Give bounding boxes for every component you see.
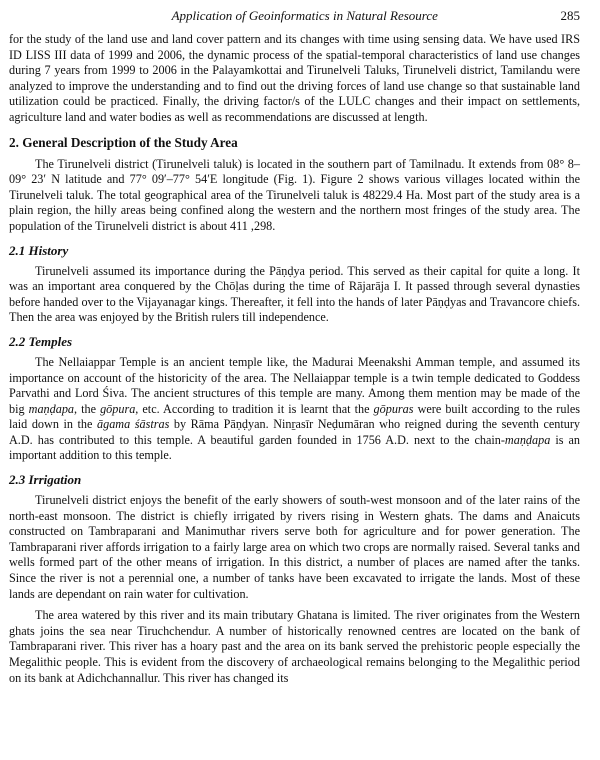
intro-paragraph: for the study of the land use and land cover pattern and its changes with time using sensing data. We have used IRS ID LISS III data of 1999 and 2006, the dynamic process of the spatial-temporal characteristics of land use changes during 7 years from 1999 to 2006 in the Palayamkottai and Tirunelveli Taluks, Tirunelveli district, Tamilandu were analyzed to improve the understanding and to find out the driving forces of land use change so that sustainable land utilization could be practiced. Finally, the driving factor/s of the LULC changes and their impact on settlements, agriculture land and water bodies as well as recommendations are discussed at length.	[9, 32, 580, 124]
subsection-heading-irrigation: 2.3 Irrigation	[9, 472, 82, 488]
subsection-heading-history: 2.1 History	[9, 242, 69, 258]
temples-text-5: by Rāma Pāṇḍyan. Ninṟasīr Neḍumāran who reigned during the seventh century A.D. has contributed to this temple. A beautiful garden founded in 1756 A.D. next to the chain-	[9, 417, 581, 447]
running-title: Application of Geoinformatics in Natural Resource	[171, 8, 438, 23]
temples-term-gopuras: gōpuras	[373, 401, 414, 416]
temples-term-agama-sastras: āgama śāstras	[97, 417, 170, 432]
page-number: 285	[560, 8, 580, 23]
temples-term-chain-mandapa: maṇḍapa	[504, 432, 551, 447]
page-header	[9, 8, 580, 32]
section-heading-study-area: 2. General Description of the Study Area	[9, 134, 238, 150]
temples-paragraph	[9, 355, 580, 464]
subsection-heading-temples: 2.2 Temples	[9, 333, 73, 349]
temples-term-gopura: gōpura	[100, 401, 136, 416]
temples-text-3: , etc. According to tradition it is learnt that the	[135, 401, 374, 416]
temples-text-4: were built according to the rules laid down in the	[9, 401, 581, 432]
study-area-paragraph: The Tirunelveli district (Tirunelveli taluk) is located in the southern part of Tamilnadu. It extends from 08° 8–09° 23′ N latitude and 77° 09′–77° 54′E longitude (Fig. 1). Figure 2 shows various villages located within the Tirunelveli taluk. The total geographical area of the Tirunelveli taluk is 48229.4 Ha. Most part of the study area is a plain region, the hilly areas being confined along the western and the northern most fringes of the study area. The population of the Tirunelveli district is about 411 ,298.	[9, 156, 580, 233]
irrigation-paragraph-1: Tirunelveli district enjoys the benefit of the early showers of south-west monsoon and of the later rains of the north-east monsoon. The district is chiefly irrigated by rivers rising in Western ghats. The dams and Anaicuts constructed on Tambraparani and Manimuthar rivers serve both for agriculture and for power generation. The Tambraparani river affords irrigation to a fairly large area on which two crops are normally raised. Several tanks and wells formed part of the other means of irrigation. In this district, a number of places are named after the tanks. Since the river is not a perennial one, a number of tanks have been excavated to irrigate the lands. Most of these lands are dependant on rain water for cultivation.	[9, 493, 580, 601]
temples-term-mandapa: maṇḍapa	[28, 401, 75, 416]
temples-text-1: The Nellaiappar Temple is an ancient temple like, the Madurai Meenakshi Amman temple, and assumed its importance on account of the historicity of the area. The Nellaiappar temple is a twin temple dedicated to Goddess Parvathi and Lord Śiva. The ancient structures of this temple are many. Among them mention may be made of the big	[9, 354, 580, 416]
irrigation-paragraph-2: The area watered by this river and its main tributary Ghatana is limited. The river originates from the Western ghats joins the sea near Tiruchchendur. A number of historically renowned centres are located on the bank of Tambraparani river. This river has a hoary past and the area on its bank served the prehistoric people especially the Megalithic people. This is evident from the discovery of archaeological remains belonging to the Megalithic period on its bank at Adichchannallur. This river has changed its	[9, 608, 580, 685]
history-paragraph: Tirunelveli assumed its importance during the Pāṇḍya period. This served as their capital for quite a long. It was an important area conquered by the Chōḷas during the time of Rājarāja I. It passed through several dynasties before handed over to the Vijayanagar kings. Thereafter, it fell into the hands of later Pāṇḍyas and Travancore chiefs. Then the area was enjoyed by the British rulers till independence.	[9, 263, 580, 325]
temples-text-2: , the	[74, 401, 101, 416]
temples-text-6: is an important addition to this temple.	[9, 432, 581, 463]
